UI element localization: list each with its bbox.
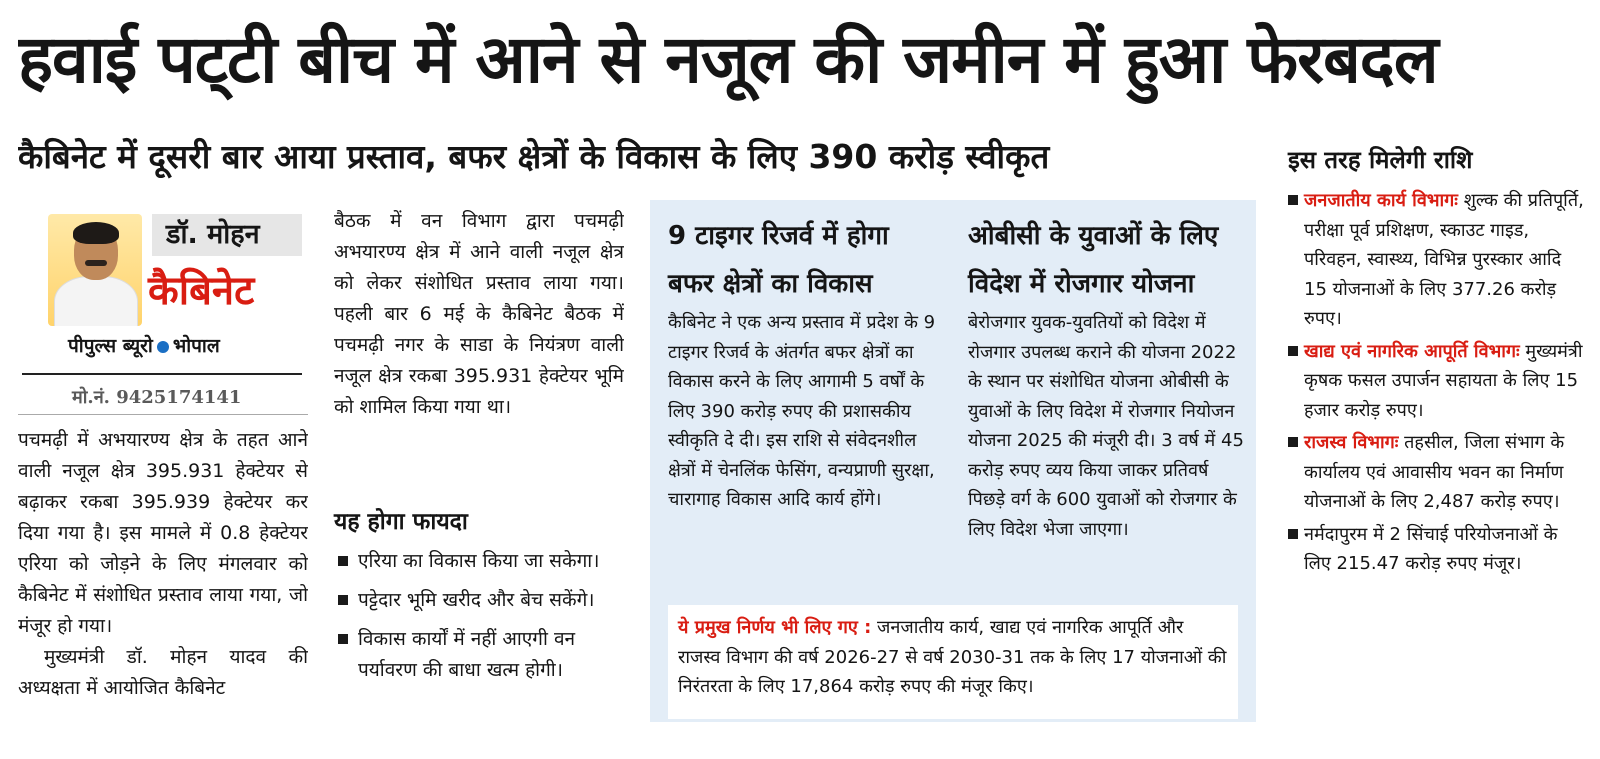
benefits-list bbox=[336, 546, 626, 694]
obc-title bbox=[968, 212, 1218, 308]
list-item bbox=[1288, 428, 1588, 517]
headline: हवाई पट्‌टी बीच में आने से नजूल की जमीन में हुआ फेरबदल bbox=[18, 21, 1438, 98]
dept-text: नर्मदापुरम में 2 सिंचाई परियोजनाओं के लिए 215.47 करोड़ रुपए मंजूर। bbox=[1304, 523, 1558, 574]
list-item bbox=[1288, 337, 1588, 426]
dept-text: तहसील, जिला संभाग के कार्यालय एवं आवासीय भवन का निर्माण योजनाओं के लिए 2,487 करोड़ रुपए। bbox=[1304, 432, 1565, 512]
column-1 bbox=[18, 425, 308, 745]
byline-rule bbox=[22, 373, 302, 375]
obc-body: बेरोजगार युवक-युवतियों को विदेश में रोजगार उपलब्ध कराने की योजना 2022 के स्थान पर संशोधित योजना ओबीसी के युवाओं के लिए विदेश में रोजगार नियोजन योजना 2025 की मंजूरी दी। 3 वर्ष में 45 करोड़ रुपए व्यय किया जाकर प्रतिवर्ष पिछड़े वर्ग के 600 युवाओं को रोजगार के लिए विदेश भेजा जाएगा। bbox=[968, 312, 1244, 540]
list-item: विकास कार्यों में नहीं आएगी वन पर्यावरण की बाधा खत्म होगी। bbox=[336, 624, 626, 686]
obc-title-line-2: विदेश में रोजगार योजना bbox=[968, 269, 1195, 299]
column-1-para-2: मुख्यमंत्री डॉ. मोहन यादव की अध्यक्षता में आयोजित कैबिनेट bbox=[18, 646, 308, 699]
tiger-reserve-title-line-2: बफर क्षेत्रों का विकास bbox=[668, 269, 873, 299]
byline-name: डॉ. मोहन bbox=[152, 214, 302, 256]
key-decisions-lead: ये प्रमुख निर्णय भी लिए गए : bbox=[678, 617, 872, 638]
list-item: पट्टेदार भूमि खरीद और बेच सकेंगे। bbox=[336, 585, 626, 616]
dept-name: खाद्य एवं नागरिक आपूर्ति विभागः bbox=[1304, 340, 1520, 362]
column-2-para-1: बैठक में वन विभाग द्वारा पचमढ़ी अभयारण्य क्षेत्र में आने वाली नजूल क्षेत्र को लेकर संशोधित प्रस्ताव लाया गया। पहली बार 6 मई के कैबिनेट बैठक में पचमढ़ी नगर के साडा के नियंत्रण वाली नजूल क्षेत्र रकबा 395.931 हेक्टेयर भूमि को शामिल किया गया था। bbox=[334, 210, 624, 418]
benefits-title: यह होगा फायदा bbox=[334, 509, 468, 535]
byline-phone: मो.नं. 9425174141 bbox=[72, 387, 242, 408]
tiger-reserve-body: कैबिनेट ने एक अन्य प्रस्ताव में प्रदेश के 9 टाइगर रिजर्व के अंतर्गत बफर क्षेत्रों का विकास करने के लिए आगामी 5 वर्षों के लिए 390 करोड़ रुपए की प्रशासकीय स्वीकृति दे दी। इस राशि से संवेदनशील क्षेत्रों में चेनलिंक फेसिंग, वन्यप्राणी सुरक्षा, चारागाह विकास आदि कार्य होंगे। bbox=[668, 312, 936, 510]
column-1-para-1: पचमढ़ी में अभयारण्य क्षेत्र के तहत आने वाली नजूल क्षेत्र 395.931 हेक्टेयर से बढ़ाकर रकबा 395.939 हेक्टेयर कर दिया गया है। इस मामले में 0.8 हेक्टेयर एरिया को जोड़ने के लिए मंगलवार को कैबिनेट में संशोधित प्रस्ताव लाया गया, जो मंजूर हो गया। bbox=[18, 429, 308, 637]
sidebar-title: इस तरह मिलेगी राशि bbox=[1288, 146, 1473, 174]
byline-bureau bbox=[68, 332, 220, 358]
key-decisions bbox=[668, 605, 1238, 719]
sidebar-list bbox=[1288, 186, 1588, 582]
list-item bbox=[1288, 520, 1588, 579]
list-item: एरिया का विकास किया जा सकेगा। bbox=[336, 546, 626, 577]
tiger-reserve-text bbox=[668, 308, 948, 598]
key-decisions-text: जनजातीय कार्य, खाद्य एवं नागरिक आपूर्ति और राजस्व विभाग की वर्ष 2026-27 से वर्ष 2030-31 तक के लिए 17 योजनाओं की निरंतरता के लिए 17,864 करोड़ रुपए की मंजूर किए। bbox=[678, 617, 1227, 697]
tiger-reserve-title-line-1: 9 टाइगर रिजर्व में होगा bbox=[668, 221, 889, 251]
bureau-name: पीपुल्स ब्यूरो bbox=[68, 335, 153, 357]
bureau-city: भोपाल bbox=[172, 335, 220, 357]
byline-rule-bottom bbox=[18, 414, 308, 415]
list-item bbox=[1288, 186, 1588, 334]
subheadline: कैबिनेट में दूसरी बार आया प्रस्ताव, बफर क्षेत्रों के विकास के लिए 390 करोड़ स्वीकृत bbox=[18, 137, 1050, 176]
obc-text bbox=[968, 308, 1246, 598]
dept-name: जनजातीय कार्य विभागः bbox=[1304, 190, 1458, 211]
byline-block bbox=[20, 206, 308, 357]
dept-name: राजस्व विभागः bbox=[1304, 432, 1399, 453]
dot-icon bbox=[157, 341, 169, 353]
author-photo bbox=[48, 214, 142, 326]
byline-label: कैबिनेट bbox=[148, 268, 255, 314]
column-2 bbox=[334, 206, 624, 486]
tiger-reserve-title bbox=[668, 212, 889, 308]
dept-text: मुख्यमंत्री कृषक फसल उपार्जन सहायता के लिए 15 हजार करोड़ रुपए। bbox=[1304, 340, 1583, 421]
dept-text: शुल्क की प्रतिपूर्ति, परीक्षा पूर्व प्रशिक्षण, स्काउट गाइड, परिवहन, स्वास्थ्य, विभिन्न पुरस्कार आदि 15 योजनाओं के लिए 377.26 करोड़ रुपए। bbox=[1304, 190, 1584, 329]
obc-title-line-1: ओबीसी के युवाओं के लिए bbox=[968, 221, 1219, 251]
